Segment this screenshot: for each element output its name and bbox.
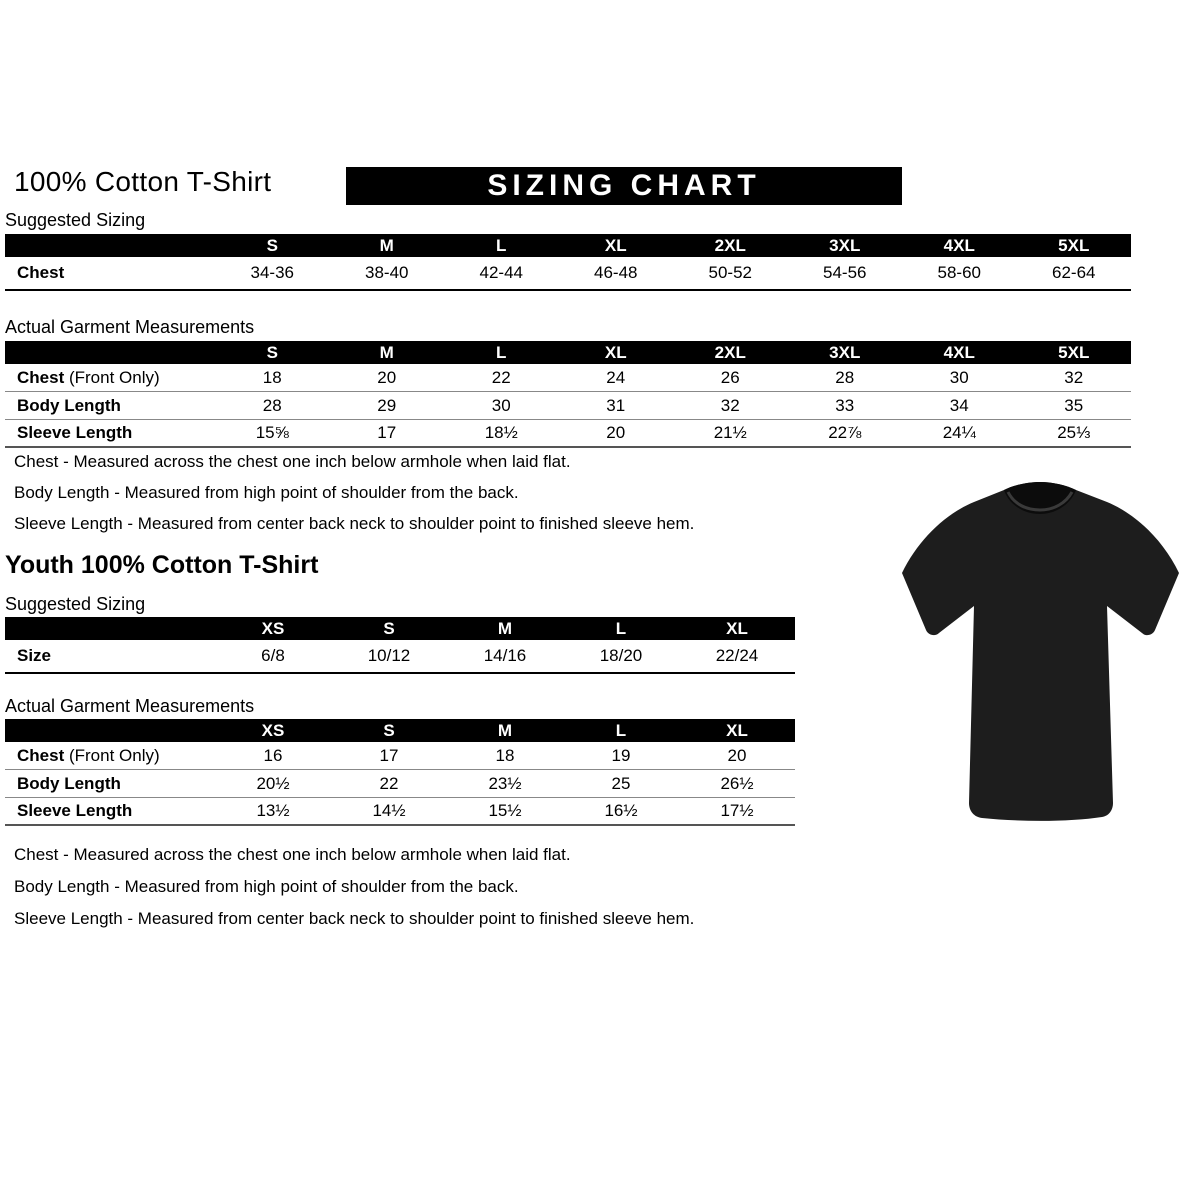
table-cell: 6/8 <box>261 646 285 665</box>
adult-chest-row <box>5 364 1131 392</box>
row-label-sleeve-length: Sleeve Length <box>17 423 133 442</box>
note-sleeve-length: Sleeve Length - Measured from center back neck to shoulder point to finished sleeve hem. <box>14 909 695 928</box>
adult-suggested-table <box>5 234 1131 291</box>
table-cell: 25 <box>611 773 631 793</box>
col-header-4xl: 4XL <box>943 235 975 255</box>
col-header-2xl: 2XL <box>714 342 746 362</box>
note-chest: Chest - Measured across the chest one inch below armhole when laid flat. <box>14 452 571 471</box>
tshirt-product-image <box>890 476 1190 829</box>
col-header-xs: XS <box>261 720 285 740</box>
table-cell: 21½ <box>713 423 747 442</box>
table-cell: 33 <box>835 395 855 415</box>
table-cell: 20 <box>606 423 626 442</box>
adult-suggested-sizing-label: Suggested Sizing <box>5 210 146 230</box>
table-cell: 17 <box>377 423 397 442</box>
table-cell: 34 <box>949 395 969 415</box>
table-cell: 54-56 <box>823 263 867 282</box>
col-header-m: M <box>497 618 513 638</box>
col-header-l: L <box>496 235 507 255</box>
sizing-chart-banner: SIZING CHART <box>346 167 902 205</box>
table-cell: 22⅞ <box>828 423 862 442</box>
note-chest: Chest - Measured across the chest one inch below armhole when laid flat. <box>14 845 571 864</box>
table-cell: 22 <box>491 367 511 387</box>
row-label-body-length: Body Length <box>17 773 121 793</box>
adult-suggested-chest-row <box>5 257 1131 291</box>
table-cell: 15⅝ <box>255 423 289 442</box>
youth-actual-header-row <box>5 719 795 742</box>
note-body-length: Body Length - Measured from high point of shoulder from the back. <box>14 877 519 896</box>
table-cell: 18 <box>495 745 515 765</box>
table-cell: 30 <box>491 395 511 415</box>
table-cell: 32 <box>720 395 740 415</box>
col-header-l: L <box>615 720 627 740</box>
youth-product-title: Youth 100% Cotton T-Shirt <box>5 551 319 579</box>
col-header-m: M <box>379 342 394 362</box>
table-cell: 16 <box>263 745 283 765</box>
table-cell: 26 <box>720 367 740 387</box>
tshirt-icon <box>890 476 1190 824</box>
table-cell: 16½ <box>604 801 638 820</box>
col-header-xl: XL <box>604 342 627 362</box>
col-header-m: M <box>497 720 513 740</box>
table-cell: 35 <box>1064 395 1084 415</box>
youth-chest-row <box>5 742 795 770</box>
table-cell: 25⅓ <box>1057 423 1091 442</box>
table-cell: 18 <box>262 367 282 387</box>
col-header-l: L <box>496 342 507 362</box>
youth-actual-table <box>5 719 795 826</box>
adult-measurement-notes <box>14 452 694 545</box>
table-cell: 30 <box>949 367 969 387</box>
table-cell: 26½ <box>720 773 754 793</box>
table-cell: 38-40 <box>365 263 409 282</box>
table-cell: 17½ <box>720 801 754 820</box>
table-cell: 34-36 <box>250 263 294 282</box>
table-cell: 17 <box>379 745 399 765</box>
table-cell: 62-64 <box>1052 263 1096 282</box>
table-cell: 29 <box>377 395 397 415</box>
youth-size-row <box>5 640 795 674</box>
note-body-length: Body Length - Measured from high point of shoulder from the back. <box>14 483 519 502</box>
col-header-3xl: 3XL <box>829 342 861 362</box>
table-cell: 23½ <box>488 773 522 793</box>
table-cell: 22/24 <box>715 646 759 665</box>
table-cell: 14/16 <box>483 646 527 665</box>
col-header-l: L <box>615 618 627 638</box>
adult-sleeve-length-row <box>5 420 1131 448</box>
table-cell: 58-60 <box>937 263 981 282</box>
col-header-4xl: 4XL <box>943 342 975 362</box>
note-sleeve-length: Sleeve Length - Measured from center back neck to shoulder point to finished sleeve hem. <box>14 514 695 533</box>
youth-sleeve-length-row <box>5 798 795 826</box>
youth-body-length-row <box>5 770 795 798</box>
table-cell: 18½ <box>484 423 518 442</box>
table-cell: 42-44 <box>479 263 523 282</box>
youth-measurement-notes <box>14 845 694 940</box>
youth-actual-measurements-label: Actual Garment Measurements <box>5 696 255 716</box>
col-header-xl: XL <box>604 235 627 255</box>
adult-actual-table <box>5 341 1131 448</box>
table-cell: 28 <box>262 395 282 415</box>
row-label-chest-front-only: Chest (Front Only) <box>17 745 160 765</box>
row-label-body-length: Body Length <box>17 395 121 415</box>
table-cell: 32 <box>1064 367 1084 387</box>
table-cell: 24¼ <box>942 423 976 442</box>
youth-suggested-sizing-label: Suggested Sizing <box>5 594 146 614</box>
table-cell: 20 <box>377 367 397 387</box>
youth-suggested-table <box>5 617 795 674</box>
col-header-s: S <box>383 618 395 638</box>
adult-body-length-row <box>5 392 1131 420</box>
col-header-m: M <box>379 235 394 255</box>
col-header-2xl: 2XL <box>714 235 746 255</box>
row-label-sleeve-length: Sleeve Length <box>17 801 133 820</box>
col-header-xs: XS <box>261 618 285 638</box>
adult-product-title: 100% Cotton T-Shirt <box>14 166 272 197</box>
adult-actual-measurements-label: Actual Garment Measurements <box>5 317 255 337</box>
adult-suggested-header-row <box>5 234 1131 257</box>
col-header-xl: XL <box>726 618 748 638</box>
table-cell: 20½ <box>256 773 290 793</box>
col-header-s: S <box>383 720 395 740</box>
table-cell: 18/20 <box>599 646 643 665</box>
row-label-chest-front-only: Chest (Front Only) <box>17 367 160 387</box>
col-header-s: S <box>266 235 278 255</box>
table-cell: 50-52 <box>708 263 752 282</box>
table-cell: 14½ <box>372 801 406 820</box>
table-cell: 20 <box>727 745 747 765</box>
table-cell: 15½ <box>488 801 522 820</box>
table-cell: 24 <box>606 367 626 387</box>
youth-suggested-header-row <box>5 617 795 640</box>
table-cell: 28 <box>835 367 855 387</box>
adult-actual-header-row <box>5 341 1131 364</box>
col-header-3xl: 3XL <box>829 235 861 255</box>
table-cell: 22 <box>379 773 399 793</box>
col-header-5xl: 5XL <box>1058 342 1090 362</box>
table-cell: 19 <box>611 745 631 765</box>
row-label-size: Size <box>17 646 52 665</box>
table-cell: 10/12 <box>367 646 411 665</box>
col-header-xl: XL <box>726 720 748 740</box>
row-label-chest: Chest <box>17 263 65 282</box>
col-header-s: S <box>266 342 278 362</box>
col-header-5xl: 5XL <box>1058 235 1090 255</box>
table-cell: 46-48 <box>594 263 638 282</box>
table-cell: 13½ <box>256 801 290 820</box>
table-cell: 31 <box>606 395 626 415</box>
